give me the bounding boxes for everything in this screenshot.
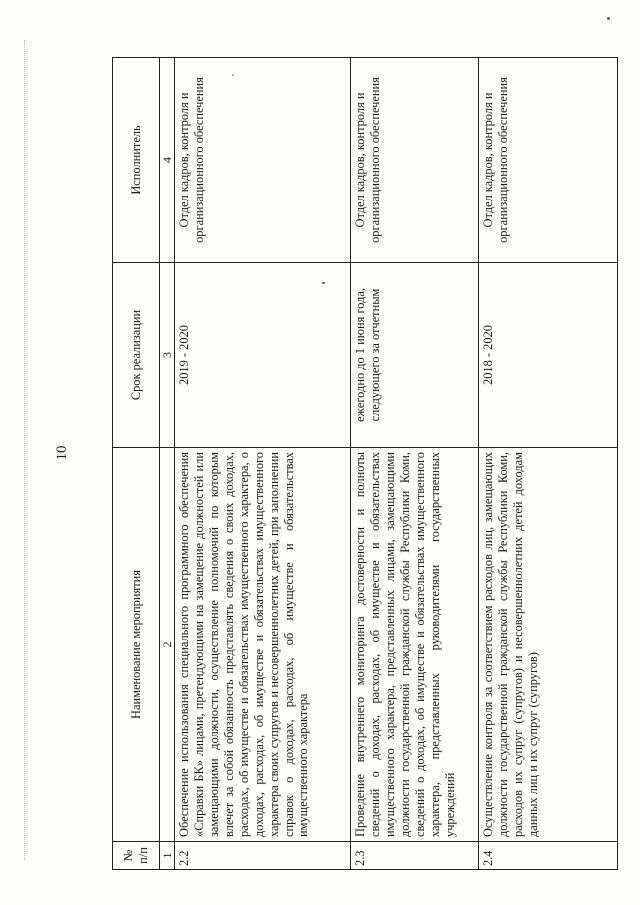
scan-margin-line xyxy=(24,40,25,860)
index-cell: 2 xyxy=(160,448,175,842)
index-cell: 4 xyxy=(160,58,175,263)
row-number: 2.4 xyxy=(479,842,618,870)
page-number: 10 xyxy=(54,445,70,461)
header-num: № п/п xyxy=(113,842,160,870)
row-measure-name: Осуществление контроля за соответствием расходов лиц, замещающих должности государственной гражданской службы Республики Коми, расходов их супруг (супругов) и несовершеннолетних детей доходам данных лиц и их супруг (супругов) xyxy=(479,448,618,842)
header-name: Наименование мероприятия xyxy=(113,448,160,842)
index-cell: 1 xyxy=(160,842,175,870)
measures-table xyxy=(112,57,618,870)
table-header-row xyxy=(113,58,160,870)
row-term: 2018 - 2020 xyxy=(479,263,618,448)
table-row xyxy=(351,58,479,870)
table-row xyxy=(479,58,618,870)
scan-speck xyxy=(607,17,610,20)
row-term: 2019 - 2020 xyxy=(175,263,351,448)
row-executor: Отдел кадров, контроля и организационного обеспечения xyxy=(479,58,618,263)
index-cell: 3 xyxy=(160,263,175,448)
header-executor: Исполнитель xyxy=(113,58,160,263)
row-number: 2.3 xyxy=(351,842,479,870)
row-measure-name: Проведение внутреннего мониторинга достоверности и полноты сведений о доходах, расходах, об имуществе и обязательствах имущественного характера, представленных лицами, замещающими должности государственной гражданской службы Республики Коми, сведений о доходах, об имуществе и обязательствах имущественного характера, представленных руководителями государственных учреждений xyxy=(351,448,479,842)
row-executor: Отдел кадров, контроля и организационного обеспечения xyxy=(351,58,479,263)
measures-table-frame xyxy=(112,58,618,870)
row-measure-name: Обеспечение использования специального программного обеспечения «Справки БК» лицами, претендующими на замещение должностей или замещающими должности, осуществление полномочий по которым влечет за собой обязанность представлять сведения о своих доходах, расходах, об имуществе и обязательствах имущественного характера, о доходах, расходах, об имуществе и обязательствах имущественного характера своих супругов и несовершеннолетних детей, при заполнении справок о доходах, расходах, об имуществе и обязательствах имущественного характера xyxy=(175,448,351,842)
measures-table-rotated xyxy=(112,58,618,870)
row-number: 2.2 xyxy=(175,842,351,870)
header-term: Срок реализации xyxy=(113,263,160,448)
row-term: ежегодно до 1 июня года, следующего за отчетным xyxy=(351,263,479,448)
table-row xyxy=(175,58,351,870)
table-index-row xyxy=(160,58,175,870)
row-executor: Отдел кадров, контроля и организационного обеспечения xyxy=(175,58,351,263)
